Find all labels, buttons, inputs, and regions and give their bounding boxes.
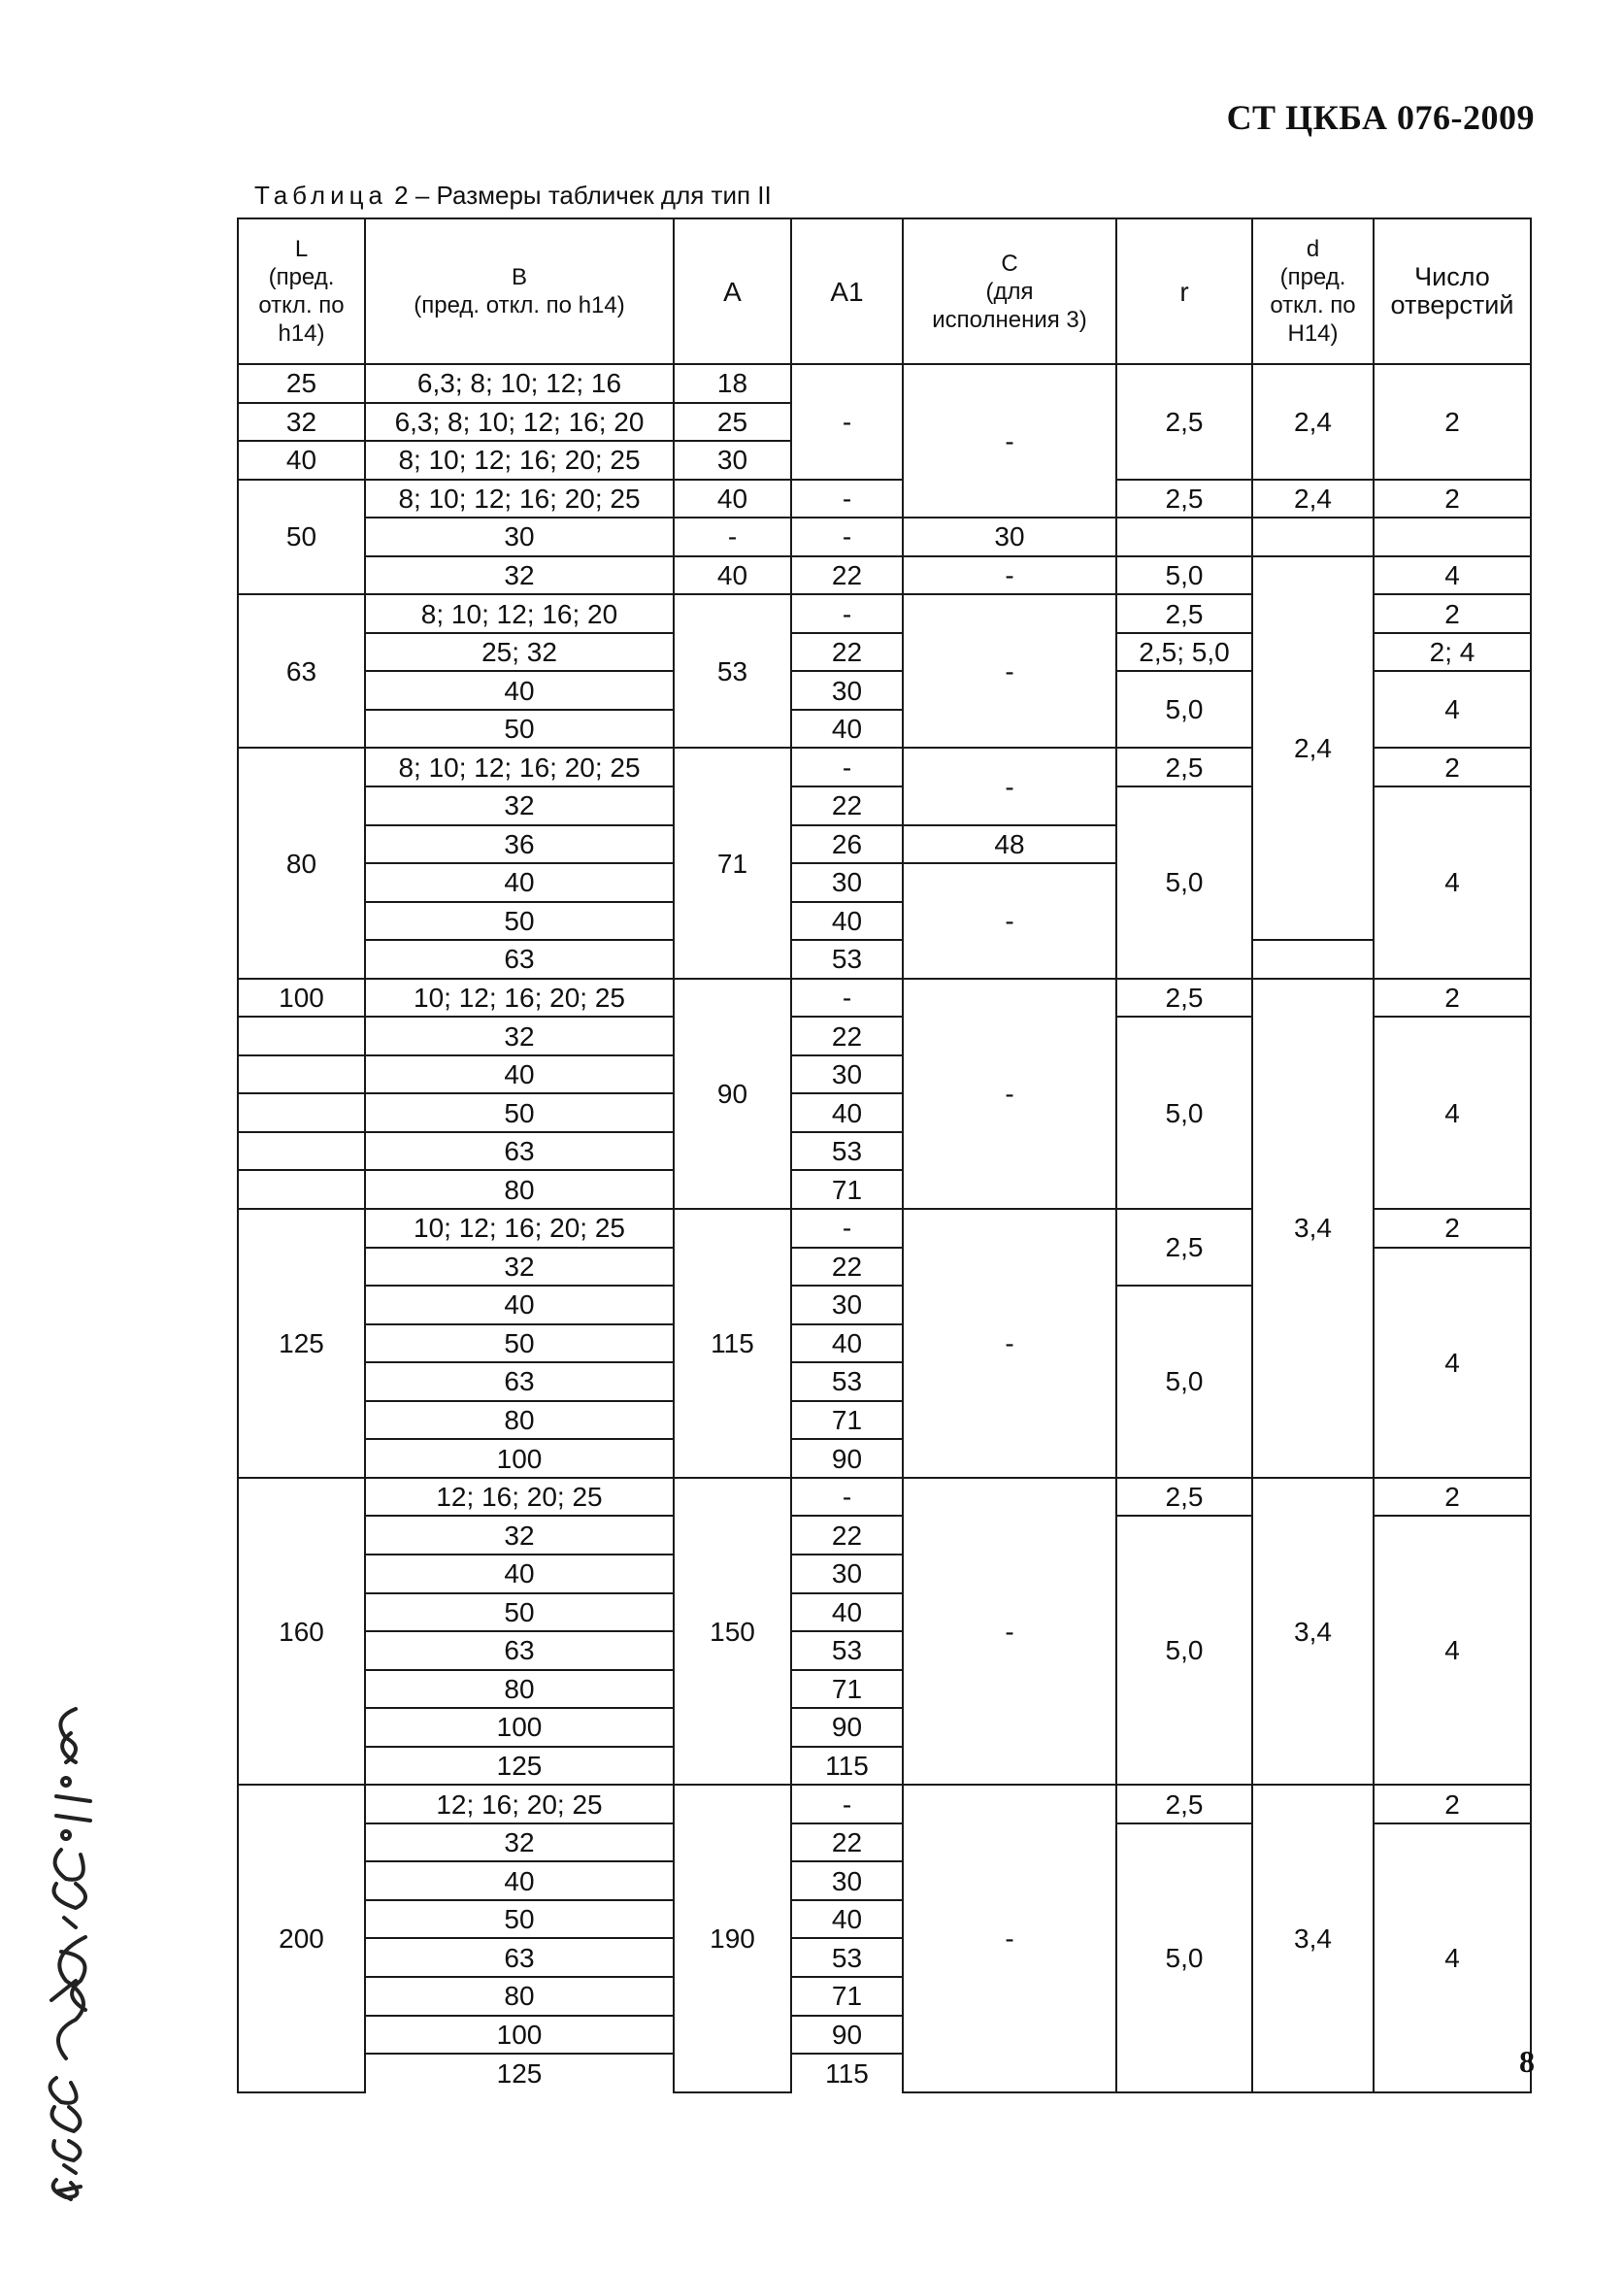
cell-B: 8; 10; 12; 16; 20; 25 [365, 480, 674, 518]
cell-B: 30 [365, 518, 674, 556]
cell-B: 8; 10; 12; 16; 20 [365, 594, 674, 633]
header-row [238, 218, 1531, 364]
cell-C: 48 [903, 825, 1116, 864]
cell-d: 3,4 [1252, 979, 1374, 1478]
cell-holes: 2 [1374, 364, 1531, 480]
cell-L: 200 [238, 1785, 365, 2091]
table-row [238, 518, 1531, 556]
cell-A1: 22 [791, 786, 903, 825]
cell-C: - [903, 748, 1116, 824]
cell-A1: 115 [791, 1747, 903, 1786]
cell-B: 63 [365, 1132, 674, 1171]
cell-A1: - [791, 364, 903, 480]
cell-A1: 90 [791, 1439, 903, 1478]
cell-A1: 53 [791, 1132, 903, 1171]
cell-L: 63 [238, 594, 365, 748]
cell-A1: 71 [791, 1170, 903, 1209]
cell-A1: 53 [791, 940, 903, 979]
cell-L [238, 1017, 365, 1055]
cell-B: 100 [365, 1439, 674, 1478]
cell-B: 40 [365, 1055, 674, 1094]
cell-d: 2,4 [1252, 556, 1374, 940]
cell-B: 40 [365, 1861, 674, 1900]
cell-B: 80 [365, 1670, 674, 1709]
cell-r: 5,0 [1116, 1017, 1252, 1209]
cell-B: 32 [365, 556, 674, 595]
cell-B: 6,3; 8; 10; 12; 16 [365, 364, 674, 403]
cell-L: 50 [238, 480, 365, 595]
cell-A1: - [791, 480, 903, 518]
cell-r: 5,0 [1116, 786, 1252, 979]
cell-r: 2,5; 5,0 [1116, 633, 1252, 672]
cell-A1: 22 [791, 1017, 903, 1055]
document-code: СТ ЦКБА 076-2009 [1226, 98, 1535, 137]
table-row [238, 1478, 1531, 1517]
cell-L [238, 1132, 365, 1171]
cell-B: 32 [365, 1248, 674, 1287]
cell-holes: 4 [1374, 1017, 1531, 1209]
table-row [238, 480, 1531, 518]
cell-B: 125 [365, 2054, 674, 2092]
cell-B: 40 [365, 1555, 674, 1593]
cell-B: 50 [365, 710, 674, 749]
cell-B: 125 [365, 1747, 674, 1786]
cell-d [1252, 518, 1374, 556]
cell-B: 50 [365, 902, 674, 941]
cell-A1: 40 [791, 710, 903, 749]
cell-A1: 22 [791, 1516, 903, 1555]
cell-B: 50 [365, 1593, 674, 1632]
cell-A1: - [791, 748, 903, 786]
cell-r: 2,5 [1116, 748, 1252, 786]
cell-A: 190 [674, 1785, 791, 2091]
handwritten-signature [17, 1689, 134, 2214]
cell-holes: 4 [1374, 671, 1531, 748]
cell-A1: 71 [791, 1977, 903, 2016]
cell-r: 2,5 [1116, 594, 1252, 633]
page-number: 8 [1519, 2044, 1535, 2079]
cell-r: 2,5 [1116, 364, 1252, 480]
cell-A1: 22 [791, 1248, 903, 1287]
cell-r: 5,0 [1116, 1823, 1252, 2092]
cell-A: 53 [674, 594, 791, 748]
cell-B: 80 [365, 1170, 674, 1209]
cell-C: - [903, 979, 1116, 1209]
cell-A: 30 [674, 441, 791, 480]
cell-B: 100 [365, 2016, 674, 2055]
cell-A: 150 [674, 1478, 791, 1785]
header-d: d (пред. откл. по H14) [1252, 218, 1374, 364]
cell-B: 12; 16; 20; 25 [365, 1478, 674, 1517]
table-row [238, 1785, 1531, 1823]
cell-A1: 53 [791, 1362, 903, 1401]
cell-holes: 4 [1374, 1248, 1531, 1478]
cell-B: 63 [365, 1631, 674, 1670]
cell-A1: 40 [791, 1593, 903, 1632]
cell-d: 2,4 [1252, 364, 1374, 480]
cell-A: 18 [674, 364, 791, 403]
cell-A: 40 [674, 480, 791, 518]
cell-B: 10; 12; 16; 20; 25 [365, 1209, 674, 1248]
cell-A1: 90 [791, 2016, 903, 2055]
cell-A1: 30 [791, 1055, 903, 1094]
cell-L [238, 1055, 365, 1094]
cell-B: 6,3; 8; 10; 12; 16; 20 [365, 403, 674, 442]
cell-B: 32 [365, 786, 674, 825]
header-C: C (для исполнения 3) [903, 218, 1116, 364]
cell-holes: 2 [1374, 594, 1531, 633]
cell-B: 10; 12; 16; 20; 25 [365, 979, 674, 1018]
cell-r: 2,5 [1116, 1209, 1252, 1286]
caption-text: 2 – Размеры табличек для тип II [386, 181, 772, 210]
cell-B: 40 [365, 1286, 674, 1324]
cell-L: 160 [238, 1478, 365, 1785]
cell-A1: 90 [791, 1708, 903, 1747]
cell-B: 32 [365, 1823, 674, 1862]
cell-L: 32 [238, 403, 365, 442]
cell-L [238, 1093, 365, 1132]
cell-r: 2,5 [1116, 1478, 1252, 1517]
cell-A1: 22 [791, 1823, 903, 1862]
cell-holes: 2; 4 [1374, 633, 1531, 672]
header-holes: Число отверстий [1374, 218, 1531, 364]
table-row [238, 940, 1531, 979]
cell-B: 36 [365, 825, 674, 864]
cell-L: 25 [238, 364, 365, 403]
cell-B: 80 [365, 1401, 674, 1440]
cell-A1: 26 [791, 825, 903, 864]
cell-d: 3,4 [1252, 1478, 1374, 1785]
cell-A: - [674, 518, 791, 556]
cell-A1: 40 [791, 902, 903, 941]
cell-B: 32 [365, 1516, 674, 1555]
cell-L: 80 [238, 748, 365, 978]
cell-d: 3,4 [1252, 1785, 1374, 2091]
plate-dimensions-table [237, 217, 1532, 2093]
cell-C: - [903, 863, 1116, 979]
cell-holes: 2 [1374, 979, 1531, 1018]
cell-C: - [903, 556, 1116, 595]
cell-holes: 4 [1374, 1516, 1531, 1785]
cell-A1: 115 [791, 2054, 903, 2092]
cell-A1: 30 [791, 1286, 903, 1324]
cell-B: 8; 10; 12; 16; 20; 25 [365, 441, 674, 480]
cell-A1: - [791, 1478, 903, 1517]
cell-B: 8; 10; 12; 16; 20; 25 [365, 748, 674, 786]
cell-holes: 2 [1374, 1785, 1531, 1823]
cell-A1: 22 [791, 556, 903, 595]
cell-r [1116, 518, 1252, 556]
cell-holes: 4 [1374, 1823, 1531, 2092]
cell-B: 32 [365, 1017, 674, 1055]
header-A1: A1 [791, 218, 903, 364]
cell-A: 90 [674, 979, 791, 1209]
cell-C: - [903, 1785, 1116, 2091]
cell-A1: - [791, 1785, 903, 1823]
cell-A1: 40 [791, 1324, 903, 1363]
cell-A1: 30 [791, 1555, 903, 1593]
cell-B: 12; 16; 20; 25 [365, 1785, 674, 1823]
cell-A1: - [791, 979, 903, 1018]
cell-r: 5,0 [1116, 556, 1252, 595]
cell-C: - [903, 1478, 1116, 1785]
cell-B: 50 [365, 1093, 674, 1132]
cell-r: 2,5 [1116, 979, 1252, 1018]
table-row [238, 364, 1531, 403]
signature-scribble [17, 1689, 134, 2214]
cell-L: 40 [238, 441, 365, 480]
cell-A1: 30 [791, 671, 903, 710]
cell-holes: 2 [1374, 1209, 1531, 1248]
cell-C: - [903, 364, 1116, 518]
cell-A1: 40 [791, 1900, 903, 1939]
cell-holes: 2 [1374, 748, 1531, 786]
cell-B: 63 [365, 1938, 674, 1977]
cell-B: 63 [365, 1362, 674, 1401]
cell-r: 5,0 [1116, 671, 1252, 748]
cell-A: 40 [674, 556, 791, 595]
header-B: B (пред. откл. по h14) [365, 218, 674, 364]
cell-holes: 2 [1374, 1478, 1531, 1517]
cell-B: 63 [365, 940, 674, 979]
table-caption [254, 181, 772, 211]
cell-A1: 53 [791, 1631, 903, 1670]
cell-A1: - [791, 594, 903, 633]
cell-A1: 71 [791, 1401, 903, 1440]
cell-B: 40 [365, 863, 674, 902]
cell-r: 5,0 [1116, 1286, 1252, 1478]
caption-prefix: Таблица [254, 181, 387, 210]
cell-A1: - [791, 1209, 903, 1248]
cell-holes: 4 [1374, 556, 1531, 595]
header-L: L (пред. откл. по h14) [238, 218, 365, 364]
cell-holes: 2 [1374, 480, 1531, 518]
cell-holes [1374, 518, 1531, 556]
header-A: A [674, 218, 791, 364]
table-row [238, 556, 1531, 595]
cell-B: 25; 32 [365, 633, 674, 672]
cell-C: 30 [903, 518, 1116, 556]
cell-B: 100 [365, 1708, 674, 1747]
table-row [238, 979, 1531, 1018]
cell-A1: 71 [791, 1670, 903, 1709]
cell-A: 115 [674, 1209, 791, 1478]
cell-r: 2,5 [1116, 480, 1252, 518]
cell-A1: 22 [791, 633, 903, 672]
cell-A1: 30 [791, 863, 903, 902]
cell-C: - [903, 1209, 1116, 1478]
cell-A1: 53 [791, 1938, 903, 1977]
cell-r: 2,5 [1116, 1785, 1252, 1823]
cell-A: 25 [674, 403, 791, 442]
cell-L [238, 1170, 365, 1209]
cell-A: 71 [674, 748, 791, 978]
header-r: r [1116, 218, 1252, 364]
cell-B: 50 [365, 1324, 674, 1363]
cell-B: 50 [365, 1900, 674, 1939]
cell-holes: 4 [1374, 786, 1531, 979]
cell-L: 100 [238, 979, 365, 1018]
cell-A1: 40 [791, 1093, 903, 1132]
cell-A1: - [791, 518, 903, 556]
cell-r: 5,0 [1116, 1516, 1252, 1785]
cell-A1: 30 [791, 1861, 903, 1900]
cell-B: 80 [365, 1977, 674, 2016]
cell-B: 40 [365, 671, 674, 710]
cell-L: 125 [238, 1209, 365, 1478]
cell-C: - [903, 594, 1116, 748]
cell-d: 2,4 [1252, 480, 1374, 518]
